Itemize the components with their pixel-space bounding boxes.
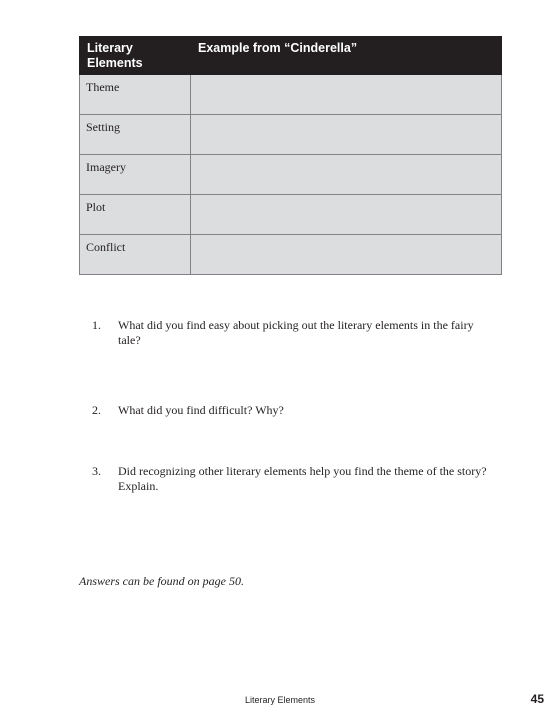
question-list bbox=[92, 318, 492, 494]
element-cell: Setting bbox=[80, 115, 191, 155]
table-row bbox=[80, 155, 502, 195]
example-cell[interactable] bbox=[191, 115, 502, 155]
literary-elements-table bbox=[79, 36, 502, 275]
question-text: What did you find easy about picking out the literary elements in the fairy tale? bbox=[118, 318, 474, 347]
question-item bbox=[92, 403, 492, 418]
question-item bbox=[92, 464, 492, 494]
answers-note: Answers can be found on page 50. bbox=[79, 574, 244, 588]
table-header-row bbox=[80, 37, 502, 75]
question-number: 2. bbox=[92, 403, 101, 417]
element-cell: Imagery bbox=[80, 155, 191, 195]
table-row bbox=[80, 195, 502, 235]
question-text: Did recognizing other literary elements help you find the theme of the story? Explain. bbox=[118, 464, 487, 493]
element-cell: Theme bbox=[80, 75, 191, 115]
example-cell[interactable] bbox=[191, 75, 502, 115]
example-cell[interactable] bbox=[191, 155, 502, 195]
column-header-example: Example from “Cinderella” bbox=[191, 37, 502, 75]
element-cell: Conflict bbox=[80, 235, 191, 275]
table-row bbox=[80, 115, 502, 155]
footer-title: Literary Elements bbox=[244, 695, 316, 705]
question-number: 1. bbox=[92, 318, 101, 332]
example-cell[interactable] bbox=[191, 195, 502, 235]
question-number: 3. bbox=[92, 464, 101, 478]
element-cell: Plot bbox=[80, 195, 191, 235]
table-row bbox=[80, 235, 502, 275]
question-item bbox=[92, 318, 492, 348]
column-header-literary-elements: Literary Elements bbox=[80, 37, 191, 75]
example-cell[interactable] bbox=[191, 235, 502, 275]
table-row bbox=[80, 75, 502, 115]
page-number: 45 bbox=[530, 692, 544, 706]
question-text: What did you find difficult? Why? bbox=[118, 403, 284, 417]
